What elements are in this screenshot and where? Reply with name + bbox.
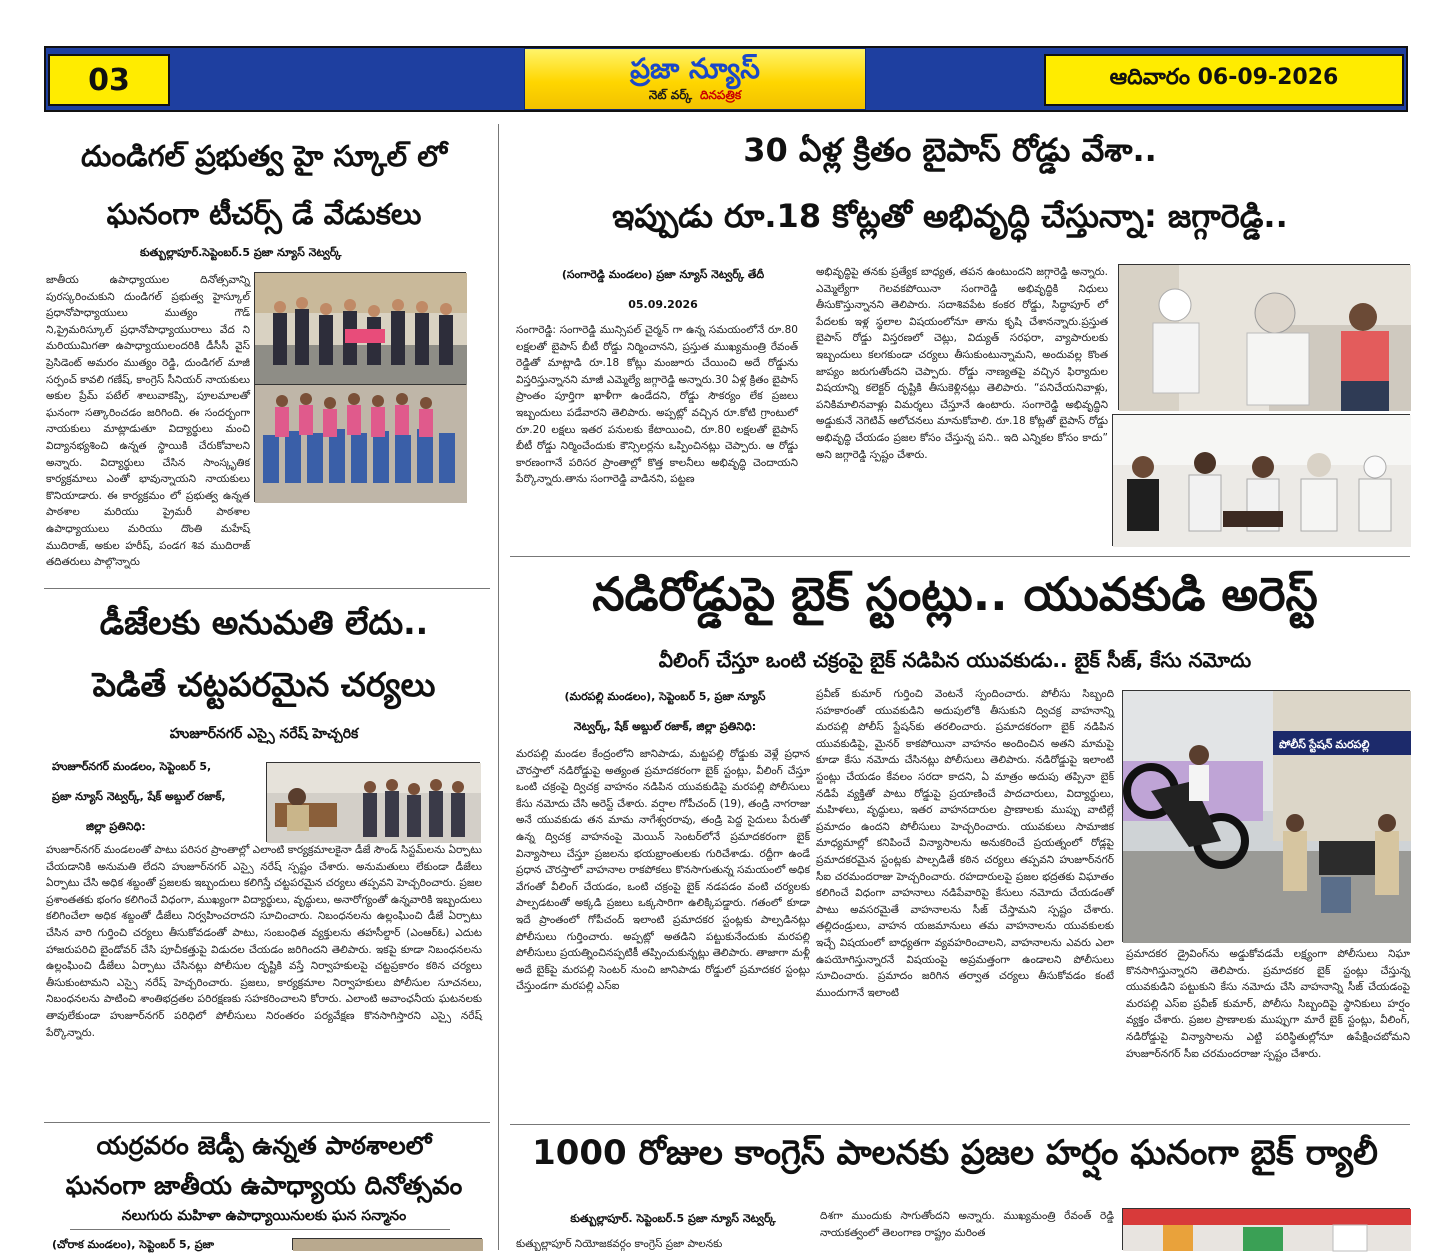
bypass-body-col2: అభివృద్ధిపై తనకు ప్రత్యేక బాధ్యత, తపన ఉంటుందని జగ్గారెడ్డి అన్నారు. ఎమ్మెల్యేగా గెలవకపోయినా సంగారెడ్డి అభివృద్ధికి నిధులు తీసుకొస్తున్నానని తెలిపారు. సదాశివపేట కంకర రోడ్డు, సిద్ధాపూర్ లో పేదలకు ఇళ్ల స్థలాల విషయంలోనూ తాను కృషి చేశానన్నారు.ప్రస్తుత బైపాస్ రోడ్డు విస్తరణలో చెట్లు, విద్యుత్ సరఫరా, వ్యాపారులకు ఇబ్బందులు కలగకుండా చర్యలు తీసుకుంటున్నామని, అందువల్ల కొంత జాప్యం జరుగుతోందని చెప్పారు. రోడ్డు నాణ్యతపై వచ్చిన ఫిర్యాదుల విషయాన్ని కలెక్టర్ దృష్టికి తీసుకెళ్లినట్లు తెలిపారు. “పనిచేయనివాళ్లు, పనికిమాలినవాళ్లు విమర్శలు చేస్తూనే ఉంటారు. సంగారెడ్డి అభివృద్ధిని అడ్డుకునే నెగెటివ్ ఆలోచనలు మానుకోవాలి. రూ.18 కోట్లతో బైపాస్ రోడ్డు అభివృద్ధి చేయడం ప్రజల కోసం చేస్తున్న పని.. ఇది ఎన్నికల కోసం కాదు” అని జగ్గారెడ్డి స్పష్టం చేశారు. — [816, 266, 1108, 461]
section-divider-left-1 — [44, 588, 490, 589]
issue-date: ఆదివారం 06-09-2026 — [1044, 54, 1404, 106]
rally-byline: కుత్బుల్లాపూర్. సెప్టెంబర్.5 ప్రజా న్యూస్ నెట్వర్క్ — [570, 1212, 776, 1225]
masthead-banner — [44, 46, 1408, 112]
logo-title: ప్రజా న్యూస్ — [630, 52, 760, 85]
teachers-day-headline-2: ఘనంగా టీచర్స్ డే వేడుకలు — [106, 197, 422, 231]
bypass-byline: (సంగారెడ్డి మండలం) ప్రజా న్యూస్ నెట్వర్క్ తేదీ — [561, 268, 765, 281]
newspaper-logo — [524, 48, 866, 110]
rally-body-col2: దిశగా ముందుకు సాగుతోందని అన్నారు. ముఖ్యమంత్రి రేవంత్ రెడ్డి నాయకత్వంలో తెలంగాణ రాష్ట్రం మరింత — [820, 1210, 1114, 1239]
rally-photo — [1122, 1208, 1410, 1250]
dj-byline-3: జిల్లా ప్రతినిధి: — [86, 820, 146, 833]
section-divider-right-2 — [510, 1124, 1410, 1125]
honour-subhead: నలుగురు మహిళా ఉపాధ్యాయినులకు ఘన సన్మానం — [121, 1208, 407, 1224]
teachers-day-photo-2 — [254, 384, 466, 502]
bypass-dateline: 05.09.2026 — [628, 298, 698, 311]
dj-headline-1: డీజేలకు అనుమతి లేదు.. — [99, 603, 429, 642]
section-divider-right-1 — [510, 556, 1410, 557]
teachers-day-body: జాతీయ ఉపాధ్యాయుల దినోత్సవాన్ని పురస్కరించుకుని దుండిగల్ ప్రభుత్వ హైస్కూల్ ప్రధానోపాధ్యాయులు ముత్యం గౌడ్ ని,ప్రైమరిస్కూల్ ప్రధానోపాధ్యాయురాలు వేద ని మరియుమిగతా ఉపాధ్యాయులందరికి డీసీసీ వైస్ ప్రెసిడెంట్ అమరం ముత్యం రెడ్డి, దుండిగల్ మాజీ సర్పంచ్ కావలి గణేష్, కాంగ్రెస్ సీనియర్ నాయకులు అకుల ప్రేమ్ పటేల్ శాలువాకప్పి, పూలమాలతో ఘనంగా సత్కారించడం జరిగింది. ఈ సందర్బంగా నాయకులు మాట్లాడుతూ విద్యార్థులు మంచి విద్యానభ్యశించి ఉన్నత స్థాయికి చేరుకోవాలని అన్నారు. విద్యార్థులు చేసిన సాంస్కృతిక కార్యక్రమాలు ఎంతో భావున్నాయని నాయకులు కొనియాడారు. ఈ కార్యక్రమం లో ప్రభుత్వ ఉన్నత పాఠశాల మరియు ప్రైమరీ పాఠశాల ఉపాధ్యాయులు మరియు దొంతి మహేష్ ముదిరాజ్, అకుల హరీష్, పండగ శివ ముదిరాజ్ తదితరులు పాల్గొన్నారు — [46, 274, 250, 569]
dj-byline-1: హుజూర్‌నగర్ మండలం, సెప్టెంబర్ 5, — [52, 760, 212, 773]
dj-subhead: హుజూర్‌నగర్ ఎస్సై నరేష్ హెచ్చరిక — [169, 726, 359, 742]
bike-stunt-byline-2: నెట్వర్క్, షేక్ అబ్దుల్ రజాక్, జిల్లా ప్రతినిధి: — [573, 720, 757, 733]
dj-photo — [266, 762, 480, 842]
bypass-headline-2: ఇప్పుడు రూ.18 కోట్లతో అభివృద్ధి చేస్తున్నా: జగ్గారెడ్డి.. — [612, 197, 1288, 235]
column-divider-main — [498, 124, 499, 1250]
honour-rule — [70, 1229, 450, 1230]
section-divider-left-2 — [44, 1122, 490, 1123]
logo-subtitle-text: నెట్ వర్క్ — [648, 88, 693, 102]
teachers-day-headline-1: దుండిగల్ ప్రభుత్వ హై స్కూల్ లో — [80, 139, 448, 173]
bike-stunt-byline-1: (మరపల్లి మండలం), సెప్టెంబర్ 5, ప్రజా న్యూస్ — [564, 690, 766, 703]
bypass-headline-1: 30 ఏళ్ల క్రితం బైపాస్ రోడ్డు వేశా.. — [743, 131, 1157, 169]
logo-subtitle — [525, 87, 865, 103]
honour-headline-1: యర్రవరం జెడ్పీ ఉన్నత పాఠశాలలో — [96, 1131, 432, 1160]
bike-stunt-body-col3: ప్రమాదకర డ్రైవింగ్‌ను అడ్డుకోవడమే లక్ష్యంగా పోలీసులు నిఘా కొనసాగిస్తున్నారని తెలిపారు. ప్రమాదకర బైక్ స్టంట్లు చేస్తున్న యువకుడిని పట్టుకుని కేసు నమోదు చేసి వాహనాన్ని సీజ్ చేయడంపై మరపల్లి ఎస్ఐ ప్రవీణ్ కుమార్, పోలీసు సిబ్బందిపై స్థానికులు హర్షం వ్యక్తం చేశారు. ప్రజల ప్రాణాలకు ముప్పుగా మారే బైక్ స్టంట్లు, వీలింగ్, నడిరోడ్డుపై విన్యాసాలను ఎట్టి పరిస్థితుల్లోనూ ఉపేక్షించబోమని హుజూర్‌నగర్ సీఐ చరమందరాజు స్పష్టం చేశారు. — [1126, 948, 1410, 1060]
dj-headline-2: పెడితే చట్టపరమైన చర్యలు — [92, 665, 436, 704]
honour-byline: (చోరాక మండలం), సెప్టెంబర్ 5, ప్రజా — [52, 1238, 215, 1251]
teachers-day-body-wrap — [46, 272, 250, 569]
dj-body: హుజూర్‌నగర్ మండలంతో పాటు పరిసర ప్రాంతాల్లో ఎలాంటి కార్యక్రమాలకైనా డీజే సౌండ్ సిస్టమ్‌లను ఏర్పాటు చేయడానికి అనుమతి లేదని హుజూర్‌నగర్ ఎస్సై నరేష్ స్పష్టం చేశారు. అనుమతులు లేకుండా డీజేలు ఏర్పాటు చేసి అధిక శబ్దంతో ప్రజలకు ఇబ్బందులు కలిగిస్తే చట్టపరమైన చర్యలు తప్పవని హెచ్చరించారు. ప్రజల ప్రశాంతతకు భంగం కలిగించే విధంగా, ముఖ్యంగా విద్యార్థులు, వృద్ధులు, అనారోగ్యంతో ఉన్నవారికి ఇబ్బందులు కలిగించేలా అధిక శబ్దంతో డీజేలు నిర్వహించరాదని సూచించారు. నిబంధనలను ఉల్లంఘించి డీజే ఏర్పాటు చేసిన వారి గుర్తించి చర్యలు తీసుకోవడంతో పాటు, సంబంధిత వ్యక్తులను తహసీల్దార్ (ఎంఆర్ఓ) ఎదుట హాజరుపరిచి బైండోవర్ చేసి పూచీకత్తుపై విడుదల చేయడం జరిగిందని తెలిపారు. ఇకపై కూడా నిబంధనలను ఉల్లంఘించి డీజేలు ఏర్పాటు చేసినట్లు పోలీసుల దృష్టికి వస్తే నిర్వాహకులపై చట్టప్రకారం కఠిన చర్యలు తీసుకుంటామని ఎస్సై నరేష్ హెచ్చరించారు. ప్రజలు, కార్యక్రమాల నిర్వాహకులు పోలీసుల సూచనలు, నిబంధనలను పాటించి శాంతిభద్రతల పరిరక్షణకు సహకరించాలని కోరారు. ఎలాంటి అవాంఛనీయ ఘటనలకు తావులేకుండా హుజూర్‌నగర్ పరిధిలో పోలీసులు నిరంతరం పర్యవేక్షణ కొనసాగిస్తారని ఎస్సై నరేష్ పేర్కొన్నారు. — [46, 844, 482, 1039]
bike-stunt-photo — [1122, 690, 1410, 942]
bike-stunt-subhead: వీలింగ్ చేస్తూ ఒంటి చక్రంపై బైక్ నడిపిన యువకుడు.. బైక్ సీజ్, కేసు నమోదు — [658, 648, 1252, 672]
police-station-sign: పోలీస్ స్టేషన్ మరపల్లి — [1279, 739, 1370, 751]
dj-byline-2: ప్రజా న్యూస్ నెట్వర్క్, షేక్ అబ్దుల్ రజాక్, — [52, 790, 226, 803]
bike-stunt-headline: నడిరోడ్డుపై బైక్ స్టంట్లు.. యువకుడి అరెస్ట్ — [592, 567, 1318, 621]
bike-stunt-body-col2: ప్రవీణ్ కుమార్ గుర్తించి వెంటనే స్పందించారు. పోలీసు సిబ్బంది సహకారంతో యువకుడిని అదుపులోకి తీసుకుని ద్విచక్ర వాహనాన్ని మరపల్లి పోలీస్ స్టేషన్‌కు తరలించారు. ప్రమాదకరంగా బైక్ నడిపిన యువకుడిపై, మైనర్ కాకపోయినా వాహనం అందించిన అతని మామపై కూడా కేసు నమోదు చేసినట్లు పోలీసులు తెలిపారు. నడిరోడ్డుపై ఇలాంటి స్టంట్లు చేయడం కేవలం సరదా కాదని, ఏ మాత్రం అదుపు తప్పినా బైక్ నడిపే వ్యక్తితో పాటు రోడ్డుపై ప్రయాణించే పాదచారులు, విద్యార్థులు, మహిళలు, వృద్ధులు, ఇతర వాహనదారుల ప్రాణాలకు ముప్పు వాటిల్లే ప్రమాదం ఉందని పోలీసులు హెచ్చరించారు. యువకులు సామాజిక మాధ్యమాల్లో కనిపించే విన్యాసాలను అనుకరించే ప్రయత్నంలో రోడ్లపై ప్రమాదకరమైన స్టంట్లకు పాల్పడితే కఠిన చర్యలు తప్పవని హుజూర్‌నగర్ సీఐ చరమందరాజు హెచ్చరించారు. రహదారులపై ప్రజల భద్రతకు విఘాతం కలిగించే విధంగా వాహనాలు నడిపేవారిపై కేసులు నమోదు చేయడంతో పాటు అవసరమైతే వాహనాలను సీజ్ చేస్తామని స్పష్టం చేశారు. తల్లిదండ్రులు, వాహన యజమానులు తమ వాహనాలను యువకులకు ఇచ్చే విషయంలో బాధ్యతగా వ్యవహరించాలని, వాహనాలను ఎవరు ఎలా ఉపయోగిస్తున్నారనే విషయంపై అప్రమత్తంగా ఉండాలని పోలీసులు సూచించారు. ప్రమాదం జరిగిన తర్వాత చర్యలు తీసుకోవడం కంటే ముందుగానే ఇలాంటి — [816, 688, 1114, 999]
honour-photo — [292, 1238, 482, 1250]
bypass-photo-2 — [1112, 414, 1410, 546]
logo-tag: దినపత్రిక — [700, 88, 742, 102]
page-number: 03 — [48, 54, 170, 106]
rally-headline: 1000 రోజుల కాంగ్రెస్ పాలనకు ప్రజల హర్షం ఘనంగా బైక్ ర్యాలీ — [532, 1133, 1378, 1173]
teachers-day-photo-1 — [254, 272, 466, 384]
teachers-day-byline: కుత్బుల్లాపూర్.సెప్టెంబర్.5 ప్రజా న్యూస్ నెట్వర్క్ — [140, 246, 342, 259]
rally-body-col1: కుత్బుల్లాపూర్ నియోజకవర్గం కాంగ్రెస్ ప్రజా పాలనకు — [516, 1238, 723, 1250]
bypass-photo-1 — [1118, 264, 1410, 410]
bypass-body-col1: సంగారెడ్డి: సంగారెడ్డి మున్సిపల్ చైర్మన్ గా ఉన్న సమయంలోనే రూ.80 లక్షలతో బైపాస్ బీటీ రోడ్డు నిర్మించానని, ప్రస్తుత ముఖ్యమంత్రి రేవంత్ రెడ్డితో మాట్లాడి రూ.18 కోట్లు మంజూరు చేయించి అదే రోడ్డును విస్తరిస్తున్నానని మాజీ ఎమ్మెల్యే జగ్గారెడ్డి అన్నారు.30 ఏళ్ల క్రితం బైపాస్ ప్రాంతం పూర్తిగా ఖాళీగా ఉండేదని, రోడ్డు సౌకర్యం లేక ప్రజలు ఇబ్బందులు పడేవారని తెలిపారు. అప్పట్లో వచ్చిన రూ.కోటి గ్రాంటులో రూ.20 లక్షలు ఇతర పనులకు కేటాయించి, రూ.80 లక్షలతో బైపాస్ బీటీ రోడ్డు నిర్మించేందుకు కౌన్సిలర్లను ఒప్పించినట్లు చెప్పారు. ఆ రోడ్డు కారణంగానే పరిసర ప్రాంతాల్లో కొత్త కాలనీలు అభివృద్ధి చెందాయని పేర్కొన్నారు.తాను సంగారెడ్డి వాడినని, పట్టణ — [516, 324, 798, 486]
bike-stunt-body-col1: మరపల్లి మండల కేంద్రంలోని జానిపాడు, మట్టపల్లి రోడ్డుకు వెళ్లే ప్రధాన చౌరస్తాలో నడిరోడ్డుపై అత్యంత ప్రమాదకరంగా బైక్ స్టంట్లు, వీలింగ్ చేస్తూ ఒంటి చక్రంపై ద్విచక్ర వాహనం నడిపిన యువకుడిపై మరపల్లి పోలీసులు కేసు నమోదు చేసి అరెస్ట్ చేశారు. వర్షాల గోపీచంద్ (19), తండ్రి నాగరాజు అనే యువకుడు తన మామ నాగేశ్వరరావు, తండ్రి పెద్ద సైదులు పేరుతో ఉన్న ద్విచక్ర వాహనంపై మెయిన్ సెంటర్‌లోనే ప్రమాదకరంగా బైక్ విన్యాసాలు చేస్తూ ప్రజలను భయభ్రాంతులకు గురిచేశాడు. రద్దీగా ఉండే ప్రధాన చౌరస్తాలో వాహనాల రాకపోకలు కొనసాగుతున్న సమయంలో అధిక వేగంతో వీలింగ్ చేయడం, ఒంటి చక్రంపై బైక్ నడపడం వంటి చర్యలకు పాల్పడటంతో అక్కడి ప్రజలు ఒక్కసారిగా ఉలిక్కిపడ్డారు. గతంలో కూడా ఇదే ప్రాంతంలో గోపీచంద్ ఇలాంటి ప్రమాదకర స్టంట్లకు పాల్పడినట్లు పోలీసులు గుర్తించారు. అప్పట్లో అతడిని పట్టుకునేందుకు మరపల్లి పోలీసులు ప్రయత్నించినప్పటికీ తప్పించుకున్నట్లు తెలిపారు. తాజాగా మళ్లీ అదే బైక్‌పై మరపల్లి సెంటర్ నుంచి జానిపాడు రోడ్డులో ప్రమాదకర స్టంట్లు చేస్తుండగా మరపల్లి ఎస్ఐ — [516, 748, 810, 993]
honour-headline-2: ఘనంగా జాతీయ ఉపాధ్యాయ దినోత్సవం — [65, 1171, 463, 1200]
